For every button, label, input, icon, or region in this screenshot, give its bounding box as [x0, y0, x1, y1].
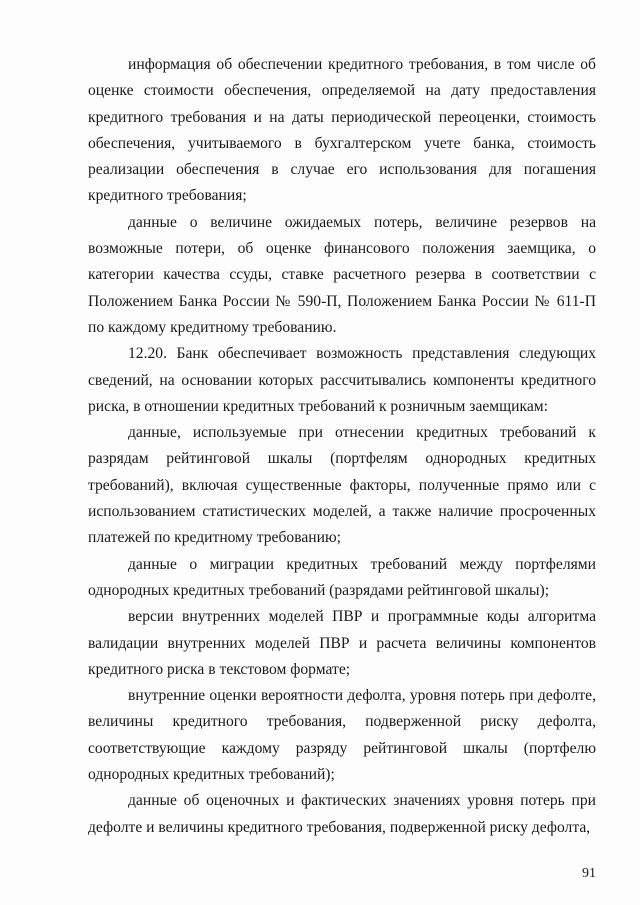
paragraph-expected-losses: данные о величине ожидаемых потерь, величине резервов на возможные потери, об оценке финансового положения заемщика, о категории качества ссуды, ставке расчетного резерва в соответствии с Положением Банка России № 590-П, Положением Банка России № 611-П по каждому кредитному требованию. [88, 213, 596, 336]
body-text [88, 52, 596, 841]
page-number: 91 [582, 866, 596, 881]
paragraph-model-versions: версии внутренних моделей ПВР и программные коды алгоритма валидации внутренних моделей ПВР и расчета величины компонентов кредитного риска в текстовом формате; [88, 608, 596, 678]
paragraph-internal-estimates: внутренние оценки вероятности дефолта, уровня потерь при дефолте, величины кредитного требования, подверженной риску дефолта, соответствующие каждому разряду рейтинговой шкалы (портфелю однородных кредитных требований); [88, 687, 596, 784]
paragraph-migration-data: данные о миграции кредитных требований между портфелями однородных кредитных требований (разрядами рейтинговой шкалы); [88, 555, 596, 599]
paragraph-estimated-vs-actual: данные об оценочных и фактических значениях уровня потерь при дефолте и величины кредитного требования, подверженной риску дефолта, [88, 792, 596, 836]
paragraph-rating-scale-data: данные, используемые при отнесении кредитных требований к разрядам рейтинговой шкалы (портфелям однородных кредитных требований), включая существенные факторы, полученные прямо или с использованием статистических моделей, а также наличие просроченных платежей по кредитному требованию; [88, 424, 596, 547]
paragraph-section-12-20: 12.20. Банк обеспечивает возможность представления следующих сведений, на основании которых рассчитывались компоненты кредитного риска, в отношении кредитных требований к розничным заемщикам: [88, 345, 596, 415]
paragraph-collateral-info: информация об обеспечении кредитного требования, в том числе об оценке стоимости обеспечения, определяемой на дату предоставления кредитного требования и на даты периодической переоценки, стоимость обеспечения, учитываемого в бухгалтерском учете банка, стоимость реализации обеспечения в случае его использования для погашения кредитного требования; [88, 56, 596, 205]
